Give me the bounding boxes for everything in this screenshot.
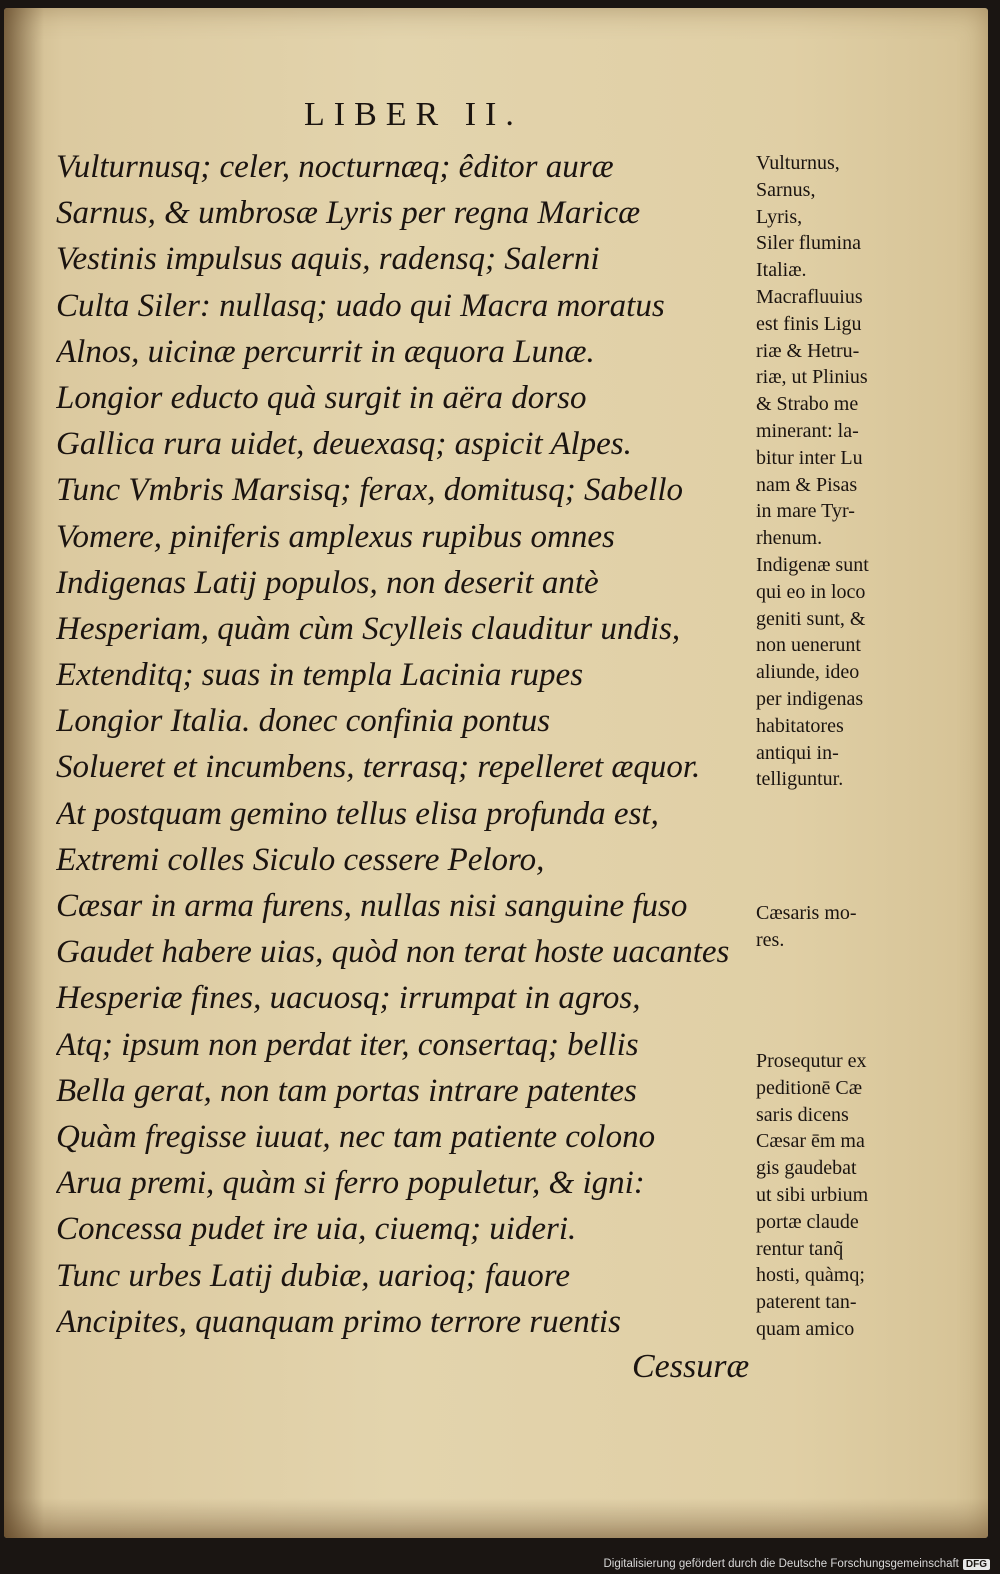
gloss-line: ut sibi urbium (756, 1183, 869, 1206)
gloss-line: rhenum. (756, 527, 823, 550)
page-bottom-edge (4, 1498, 988, 1538)
gloss-line: minerant: la- (756, 419, 859, 442)
gloss-line: Prosequtur ex (756, 1050, 867, 1072)
verse-text (56, 144, 746, 1345)
verse-line: Quàm fregisse iuuat, nec tam patiente colono (56, 1118, 656, 1155)
verse-line: Culta Siler: nullasq; uado qui Macra moratus (56, 287, 665, 324)
verse-line: Vestinis impulsus aquis, radensq; Salerni (56, 241, 600, 278)
gloss-line: quam amico (756, 1317, 855, 1340)
catchword: Cessuræ (632, 1348, 750, 1385)
digitization-credit (603, 1558, 990, 1570)
gloss-line: Cæsaris mo- (756, 902, 857, 924)
gloss-line: nam & Pisas (756, 473, 858, 496)
verse-line: Vulturnusq; celer, nocturnæq; êditor auræ (56, 149, 614, 185)
gloss-line: bitur inter Lu (756, 446, 863, 469)
gloss-line: Vulturnus, (756, 152, 840, 174)
verse-line: Extremi colles Siculo cessere Peloro, (56, 841, 545, 878)
gloss-line: Cæsar ēm ma (756, 1130, 865, 1153)
gloss-line: Sarnus, (756, 178, 816, 201)
gloss-line: habitatores (756, 714, 844, 737)
gloss-line: geniti sunt, & (756, 607, 866, 630)
verse-line: Alnos, uicinæ percurrit in æquora Lunæ. (56, 333, 595, 370)
credit-text: Digitalisierung gefördert durch die Deutsche Forschungsgemeinschaft (603, 1558, 959, 1570)
verse-line: Arua premi, quàm si ferro populetur, & igni: (56, 1165, 645, 1202)
gloss-line: gis gaudebat (756, 1157, 857, 1180)
verse-line: Sarnus, & umbrosæ Lyris per regna Maricæ (56, 195, 641, 232)
verse-line: Cæsar in arma furens, nullas nisi sanguine fuso (56, 888, 688, 924)
marginal-gloss-expedition (756, 1048, 936, 1343)
verse-line: Longior educto quà surgit in aëra dorso (56, 379, 587, 416)
marginal-gloss-rivers (756, 150, 936, 793)
dfg-logo-icon: DFG (963, 1559, 990, 1570)
verse-line: At postquam gemino tellus elisa profunda est, (56, 795, 659, 832)
gloss-line: Macrafluuius (756, 285, 863, 308)
gloss-line: hosti, quàmq; (756, 1264, 865, 1287)
verse-line: Atq; ipsum non perdat iter, consertaq; bellis (56, 1026, 639, 1063)
verse-line: Ancipites, quanquam primo terrore ruentis (56, 1303, 621, 1340)
verse-line: Vomere, piniferis amplexus rupibus omnes (56, 518, 615, 555)
gloss-line: est finis Ligu (756, 312, 862, 335)
gloss-line: portæ claude (756, 1210, 859, 1233)
gloss-line: aliunde, ideo (756, 661, 860, 684)
gloss-line: non uenerunt (756, 634, 861, 657)
verse-line: Hesperiam, quàm cùm Scylleis clauditur undis, (56, 610, 681, 647)
gloss-line: Lyris, (756, 205, 803, 228)
gloss-line: qui eo in loco (756, 580, 866, 603)
verse-line: Indigenas Latij populos, non deserit antè (56, 564, 599, 601)
gloss-line: Indigenæ sunt (756, 553, 869, 576)
verse-line: Bella gerat, non tam portas intrare patentes (56, 1072, 637, 1109)
verse-line: Gallica rura uidet, deuexasq; aspicit Alpes. (56, 426, 632, 463)
verse-line: Solueret et incumbens, terrasq; repelleret æquor. (56, 749, 701, 786)
gloss-line: telliguntur. (756, 768, 844, 791)
gloss-line: Siler flumina (756, 232, 861, 255)
gloss-line: res. (756, 928, 785, 951)
gloss-line: Italiæ. (756, 259, 807, 282)
gloss-line: peditionē Cæ (756, 1076, 863, 1099)
verse-line: Tunc Vmbris Marsisq; ferax, domitusq; Sabello (56, 472, 683, 509)
gloss-line: in mare Tyr- (756, 500, 855, 523)
verse-line: Concessa pudet ire uia, ciuemq; uideri. (56, 1211, 577, 1248)
gloss-line: antiqui in- (756, 741, 839, 764)
verse-line: Gaudet habere uias, quòd non terat hoste uacantes (56, 934, 730, 971)
gloss-line: riæ & Hetru- (756, 339, 860, 362)
gloss-line: per indigenas (756, 687, 864, 710)
verse-line: Hesperiæ fines, uacuosq; irrumpat in agros, (56, 980, 641, 1017)
running-head: LIBER II. (304, 96, 523, 133)
gloss-line: paterent tan- (756, 1291, 857, 1314)
verse-line: Tunc urbes Latij dubiæ, uarioq; fauore (56, 1257, 570, 1294)
book-page (4, 8, 988, 1538)
gloss-line: riæ, ut Plinius (756, 366, 868, 389)
verse-line: Extenditq; suas in templa Lacinia rupes (56, 657, 584, 694)
verse-line: Longior Italia. donec confinia pontus (56, 703, 551, 740)
gloss-line: & Strabo me (756, 393, 859, 416)
marginal-gloss-caesar (756, 900, 936, 954)
gloss-line: rentur tanq̃ (756, 1237, 844, 1260)
gloss-line: saris dicens (756, 1103, 849, 1126)
